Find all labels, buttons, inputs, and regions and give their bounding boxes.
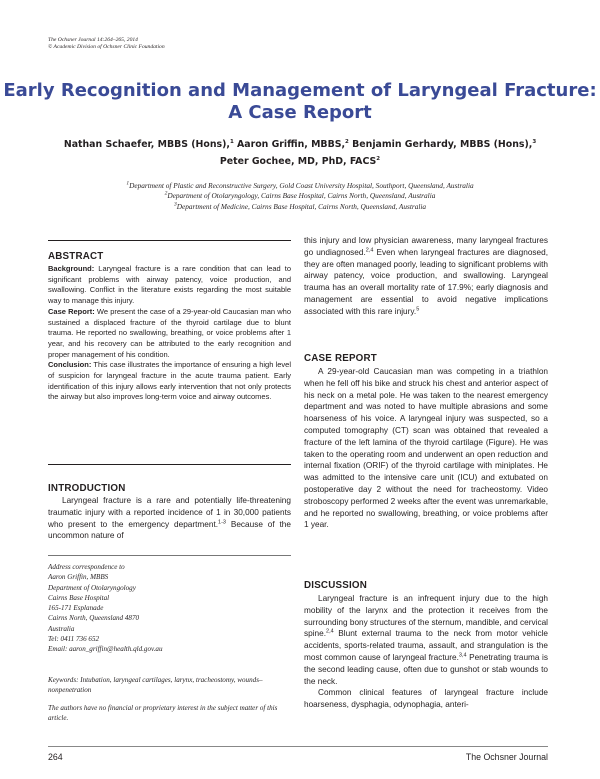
author-1-sup: 1 [229, 138, 234, 145]
article-title-line1: Early Recognition and Management of Laryngeal Fracture: [3, 80, 597, 101]
correspondence-label: Address correspondence to [48, 563, 125, 571]
discussion-sup-1: 2,4 [326, 628, 334, 635]
affiliation-1-text: Department of Plastic and Reconstructive Surgery, Gold Coast University Hospital, Southport, Queensland, Australia [129, 181, 474, 190]
correspondence-line: Australia [48, 624, 75, 633]
correspondence-line: Aaron Griffin, MBBS [48, 573, 109, 582]
discussion-heading: DISCUSSION [304, 580, 367, 591]
author-3-sup: 3 [532, 138, 537, 145]
footer-journal-name: The Ochsner Journal [465, 752, 548, 762]
author-2-sup: 2 [345, 138, 349, 145]
conclusion-text: This case illustrates the importance of ensuring a high level of suspicion for laryngeal fracture in the acute trauma patient. Early identification of this injury allows early intervention that not only protects the airway but also improves long-term voice and airway outcomes. [48, 360, 291, 402]
intro-cont-sup2: 5 [416, 306, 420, 313]
intro-continued-paragraph [304, 235, 548, 318]
discussion-paragraph-1 [304, 593, 548, 687]
correspondence-block [48, 562, 291, 655]
keywords: Keywords: Intubation, laryngeal cartilages, larynx, tracheostomy, wounds–nonpenetration [48, 676, 263, 695]
author-4: Peter Gochee, MD, PhD, FACS [219, 156, 377, 167]
case-text: We present the case of a 29-year-old Caucasian man who sustained a displaced fracture of the thyroid cartilage due to blunt trauma. He reported no swallowing, breathing, or voice problems after 1 year, and his recovery can be attributed to the early recognition and proper management of his condition. [48, 306, 291, 359]
correspondence-line: Department of Otolaryngology [48, 583, 136, 592]
copyright-line: © Academic Division of Ochsner Clinic Foundation [48, 44, 165, 50]
correspondence-rule [48, 555, 291, 556]
discussion-paragraph-2: Common clinical features of laryngeal fracture include hoarseness, dysphagia, odynophagia, anteri- [304, 688, 548, 710]
abstract-top-rule [48, 240, 291, 241]
discussion-text-b: Blunt external trauma to the neck from motor vehicle accidents, sports-related trauma, assault, and strangulation is the most common cause of laryngeal fracture. [304, 629, 548, 662]
correspondence-email: Email: aaron_griffin@health.qld.gov.au [48, 645, 163, 654]
author-2: Aaron Griffin, MBBS, [233, 139, 346, 150]
case-report-paragraph: A 29-year-old Caucasian man was competing in a triathlon when he fell off his bike and struck his chest and anterior aspect of his neck on a metal pole. He was taken to the nearest emergency department and was noted to have multiple abrasions and some hoarseness of his voice. A laryngeal injury was suspected, so a computed tomography (CT) scan was obtained that revealed a fracture of the left lamina of the thyroid cartilage (Figure). He was taken to the operating room and underwent an open reduction and internal fixation (ORIF) of the thyroid cartilage with miniplates. He was admitted to the intensive care unit (ICU) and extubated on postoperative day 2 without the need for tracheostomy. Video stroboscopy performed 2 weeks after the event was unremarkable, and he reported no swallowing, breathing, or voice problems after 1 year. [304, 367, 548, 530]
discussion-text-c: Penetrating trauma is the second leading cause, often due to gunshot or stab wounds to the neck. [304, 652, 548, 686]
affiliation-2-text: Department of Otolaryngology, Cairns Base Hospital, Cairns North, Queensland, Australia [167, 191, 436, 201]
case-report-body [304, 366, 548, 531]
intro-sup: 1-3 [218, 518, 226, 525]
affiliation-1-sup: 1 [126, 180, 130, 187]
correspondence-line: 165-171 Esplanade [48, 604, 104, 613]
affiliation-2-sup: 2 [164, 190, 168, 197]
page-number: 264 [48, 752, 63, 762]
abstract-body [48, 264, 291, 403]
correspondence-line: Tel: 0411 736 652 [48, 635, 100, 644]
intro-cont-text1: this injury and low physician awareness, many laryngeal fractures go undiagnosed. [304, 236, 548, 257]
article-title-line2: A Case Report [228, 102, 372, 123]
abstract-heading: ABSTRACT [48, 251, 104, 262]
introduction-body [48, 495, 291, 542]
journal-citation: The Ochsner Journal 14:264–265, 2014 [48, 37, 138, 43]
intro-cont-text2: Even when laryngeal fractures are diagnosed, they are often managed poorly, leading to significant problems with airway patency, voice production, and swallowing. Laryngeal trauma has an overall mortality rate of 17.9%; early diagnosis and management are essential to avoid negative implications associated with this rare injury. [304, 247, 548, 316]
introduction-paragraph [48, 495, 291, 542]
background-text: Laryngeal fracture is a rare condition that can lead to significant problems with airway patency, voice production, and swallowing. Conflict in the literature exists regarding the most suitable way to manage this injury. [48, 264, 291, 306]
intro-continued [304, 235, 548, 318]
abstract-background [48, 264, 291, 307]
abstract-bottom-rule [48, 464, 291, 465]
correspondence-line: Cairns Base Hospital [48, 593, 110, 602]
background-label: Background: [48, 264, 95, 273]
affiliation-2 [30, 191, 570, 201]
affiliation-3-sup: 3 [173, 201, 177, 208]
intro-cont-sup1: 2,4 [365, 247, 374, 254]
discussion-body [304, 593, 548, 711]
conclusion-label: Conclusion: [48, 360, 92, 370]
intro-tail: Because of the uncommon nature of [48, 519, 291, 541]
abstract-conclusion [48, 360, 291, 403]
introduction-heading: INTRODUCTION [48, 483, 126, 494]
author-list [40, 138, 560, 152]
author-4-sup: 2 [376, 155, 381, 162]
footer-rule [48, 746, 548, 747]
affiliation-1 [30, 181, 570, 191]
author-1: Nathan Schaefer, MBBS (Hons), [63, 139, 230, 150]
discussion-sup-2: 3,4 [458, 652, 467, 659]
affiliations [30, 181, 570, 212]
intro-text: Laryngeal fracture is a rare and potentially life-threatening traumatic injury with a reported incidence of 1 in 30,000 patients who present to the emergency department. [48, 496, 291, 529]
disclosure: The authors have no financial or proprietary interest in the subject matter of this article. [48, 704, 278, 723]
case-label: Case Report: [48, 306, 95, 316]
abstract-case [48, 307, 291, 361]
affiliation-3-text: Department of Medicine, Cairns Base Hospital, Cairns North, Queensland, Australia [176, 201, 427, 211]
author-3: Benjamin Gerhardy, MBBS (Hons), [348, 139, 533, 150]
case-report-heading: CASE REPORT [304, 353, 377, 364]
discussion-text-a: Laryngeal fracture is an infrequent injury due to the high mobility of the larynx and the protection it receives from the surrounding bony structures of the sternum, mandible, and cervical spine. [304, 594, 548, 639]
author-list-line2 [40, 155, 560, 169]
correspondence-line: Cairns North, Queensland 4870 [48, 614, 140, 623]
affiliation-3 [30, 202, 570, 212]
